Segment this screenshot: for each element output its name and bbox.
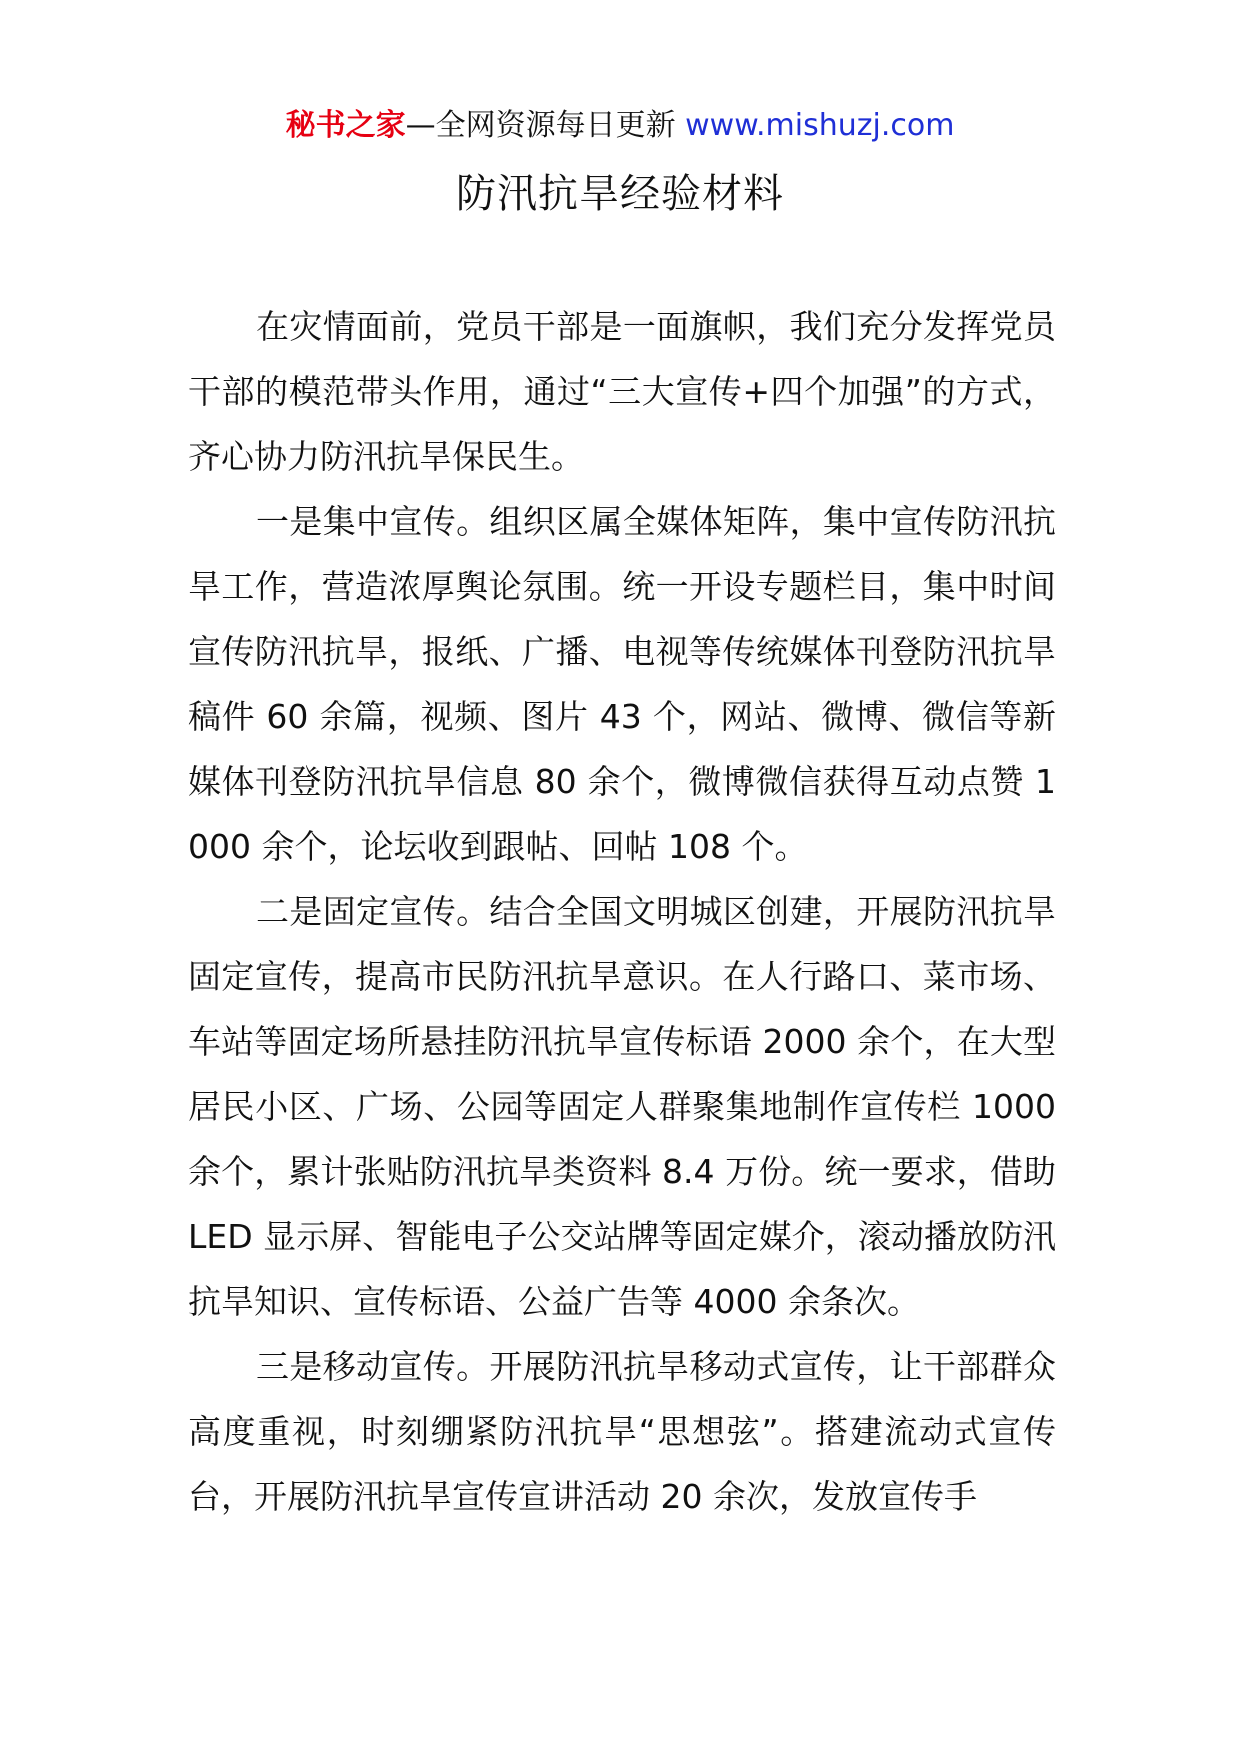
document-body	[188, 294, 1056, 1529]
document-title: 防汛抗旱经验材料	[456, 171, 784, 217]
paragraph-focused-publicity: 一是集中宣传。组织区属全媒体矩阵，集中宣传防汛抗旱工作，营造浓厚舆论氛围。统一开设专题栏目，集中时间宣传防汛抗旱，报纸、广播、电视等传统媒体刊登防汛抗旱稿件 60 余篇，视频、图片 43 个，网站、微博、微信等新媒体刊登防汛抗旱信息 80 余个，微博微信获得互动点赞 1000 余个，论坛收到跟帖、回帖 108 个。	[188, 502, 1056, 866]
paragraph-mobile-publicity: 三是移动宣传。开展防汛抗旱移动式宣传，让干部群众高度重视，时刻绷紧防汛抗旱“思想弦”。搭建流动式宣传台，开展防汛抗旱宣传宣讲活动 20 余次，发放宣传手	[188, 1347, 1056, 1516]
site-name: 秘书之家	[285, 108, 406, 143]
site-url-link[interactable]: www.mishuzj.com	[685, 108, 955, 143]
paragraph-intro: 在灾情面前，党员干部是一面旗帜，我们充分发挥党员干部的模范带头作用，通过“三大宣传+四个加强”的方式，齐心协力防汛抗旱保民生。	[188, 307, 1056, 476]
paragraph-fixed-publicity: 二是固定宣传。结合全国文明城区创建，开展防汛抗旱固定宣传，提高市民防汛抗旱意识。在人行路口、菜市场、车站等固定场所悬挂防汛抗旱宣传标语 2000 余个，在大型居民小区、广场、公园等固定人群聚集地制作宣传栏 1000 余个，累计张贴防汛抗旱类资料 8.4 万份。统一要求，借助 LED 显示屏、智能电子公交站牌等固定媒介，滚动播放防汛抗旱知识、宣传标语、公益广告等 4000 余条次。	[188, 892, 1056, 1321]
site-header	[0, 104, 1240, 148]
site-tagline: —全网资源每日更新	[405, 108, 676, 143]
